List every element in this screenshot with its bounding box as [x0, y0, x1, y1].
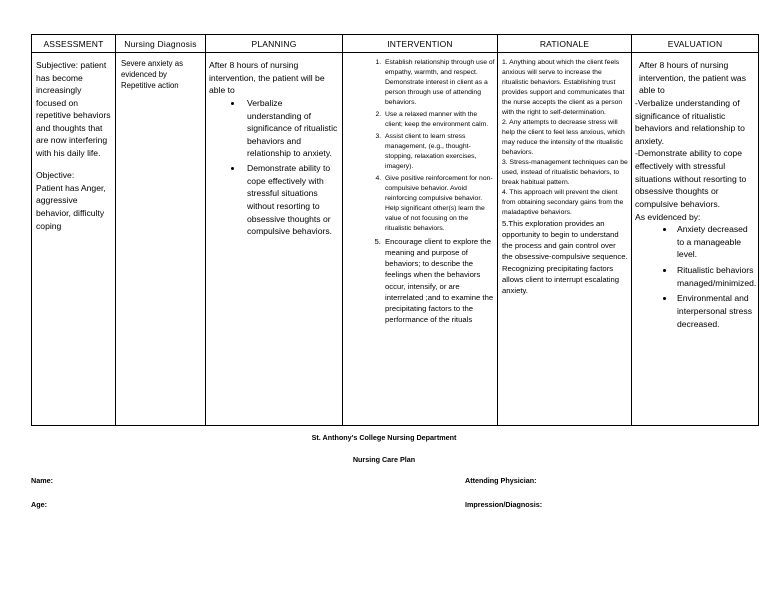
rationale-item: 2. Any attempts to decrease stress will help the client to feel less anxious, which may reduce the intensity of the ritualistic behaviors.: [502, 118, 625, 156]
planning-intro: After 8 hours of nursing intervention, the patient will be able to: [209, 60, 325, 96]
rationale-item: 1. Anything about which the client feels anxious will serve to increase the ritualistic behaviors. Establishing trust provides support and communicates that the nurse accepts the client as a person with the right to self-determination.: [502, 59, 625, 116]
rationale-item: 4. This approach will prevent the client from obtaining secondary gains from the maladaptive behaviors.: [502, 188, 624, 216]
evaluation-list: [635, 223, 755, 330]
intervention-item: 1. Establish relationship through use of empathy, warmth, and respect. Demonstrate interest in client as a person through use of attending behaviors.: [383, 58, 495, 108]
subjective-text: Subjective: patient has become increasingly focused on repetitive behaviors and thoughts that are now interfering with his daily life.: [36, 60, 111, 158]
name-label: Name:: [31, 476, 53, 485]
diagnosis-cell: [116, 53, 206, 426]
intervention-list: [345, 58, 495, 326]
evaluation-intro: After 8 hours of nursing intervention, the patient was able to: [639, 60, 747, 96]
header-nursing-diagnosis: Nursing Diagnosis: [116, 35, 206, 53]
intervention-cell: [343, 53, 498, 426]
planning-list: [209, 97, 339, 238]
intervention-item: 3. Assist client to learn stress management, (e.g., thought-stopping, relaxation exercises, imagery).: [383, 132, 495, 172]
objective-text: Patient has Anger, aggressive behavior, difficulty coping: [36, 182, 106, 231]
attending-physician-label: Attending Physician:: [465, 476, 537, 485]
evaluation-line: As evidenced by:: [635, 211, 701, 222]
header-evaluation: EVALUATION: [632, 35, 759, 53]
intervention-item: 2. Use a relaxed manner with the client; keep the environment calm.: [383, 110, 495, 130]
objective-label: Objective:: [36, 170, 75, 181]
evaluation-line: -Demonstrate ability to cope effectively with stressful situations without resorting to obsessive thoughts or compulsive behaviors.: [635, 148, 747, 209]
header-row: [32, 35, 759, 53]
planning-cell: [206, 53, 343, 426]
header-rationale: RATIONALE: [498, 35, 632, 53]
impression-diagnosis-label: Impression/Diagnosis:: [465, 500, 543, 509]
institution-title: St. Anthony's College Nursing Department: [311, 433, 457, 442]
diagnosis-text: Severe anxiety as evidenced by Repetitive action: [121, 59, 183, 90]
plan-title: Nursing Care Plan: [352, 455, 416, 464]
header-assessment: ASSESSMENT: [32, 35, 116, 53]
planning-item: • Verbalize understanding of significance of ritualistic behaviors and relationship to anxiety.: [243, 97, 339, 160]
evaluation-item: • Environmental and interpersonal stress decreased.: [675, 292, 755, 330]
rationale-item: 5.This exploration provides an opportunity to begin to understand the process and gain control over the obsessive-compulsive sequence. Recognizing precipitating factors allows client to interrupt escalating anxiety.: [502, 218, 628, 296]
rationale-cell: [498, 53, 632, 426]
header-intervention: INTERVENTION: [343, 35, 498, 53]
evaluation-cell: [632, 53, 759, 426]
evaluation-item: • Ritualistic behaviors managed/minimized.: [675, 264, 755, 289]
header-planning: PLANNING: [206, 35, 343, 53]
evaluation-line: -Verbalize understanding of significance of ritualistic behaviors and relationship to anxiety.: [635, 97, 745, 146]
content-row: [32, 53, 759, 426]
rationale-item: 3. Stress-management techniques can be used, instead of ritualistic behaviors, to break habitual pattern.: [502, 158, 628, 186]
planning-item: • Demonstrate ability to cope effectively with stressful situations without resorting to obsessive thoughts or compulsive behaviors.: [243, 162, 339, 238]
intervention-item: 5. Encourage client to explore the meaning and purpose of behaviors; to describe the feelings when the behaviors occur, intensify, or are interrelated ;and to examine the precipitating factors to the performance of the rituals: [383, 236, 495, 326]
evaluation-item: • Anxiety decreased to a manageable level.: [675, 223, 755, 261]
age-label: Age:: [31, 500, 47, 509]
intervention-item: 4. Give positive reinforcement for non-compulsive behavior. Avoid reinforcing compulsive behavior. Help significant other(s) learn the value of not focusing on the ritualistic behaviors.: [383, 174, 495, 234]
nursing-care-plan-table: [31, 34, 759, 426]
assessment-cell: [32, 53, 116, 426]
